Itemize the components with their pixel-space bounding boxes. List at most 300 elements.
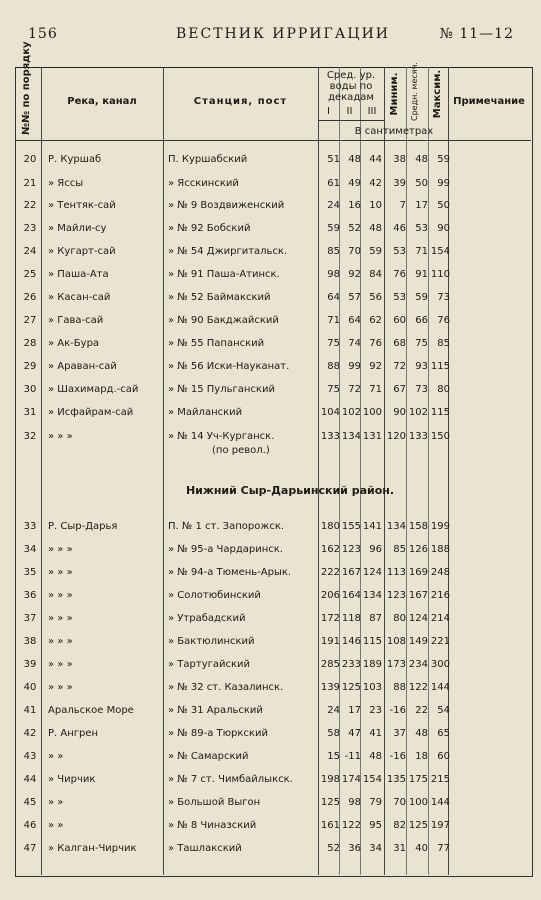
value-d2: -11 bbox=[344, 751, 361, 762]
header-rule bbox=[15, 140, 531, 141]
value-max: 77 bbox=[437, 843, 450, 854]
value-min: 173 bbox=[386, 659, 406, 670]
row-number: 43 bbox=[23, 751, 37, 762]
river-name: » Исфайрам-сай bbox=[48, 407, 134, 418]
value-d1: 172 bbox=[320, 613, 340, 624]
row-number: 39 bbox=[23, 659, 37, 670]
value-d1: 162 bbox=[320, 544, 340, 555]
table-row bbox=[0, 563, 541, 583]
value-d2: 17 bbox=[348, 705, 361, 716]
value-d1: 71 bbox=[327, 315, 340, 326]
value-d3: 95 bbox=[369, 820, 382, 831]
value-d1: 64 bbox=[327, 292, 340, 303]
value-d2: 16 bbox=[348, 200, 361, 211]
value-d3: 115 bbox=[362, 636, 382, 647]
value-avg: 22 bbox=[415, 705, 428, 716]
row-number: 22 bbox=[23, 200, 37, 211]
table-row bbox=[0, 334, 541, 354]
value-max: 248 bbox=[430, 567, 450, 578]
station-name: » Ясскинский bbox=[168, 178, 239, 189]
value-d2: 36 bbox=[348, 843, 361, 854]
table-row bbox=[0, 517, 541, 537]
value-d3: 84 bbox=[369, 269, 382, 280]
value-d1: 59 bbox=[327, 223, 340, 234]
issue-number: № 11—12 bbox=[439, 26, 514, 42]
value-avg: 158 bbox=[408, 521, 428, 532]
value-d1: 285 bbox=[320, 659, 340, 670]
value-min: 46 bbox=[393, 223, 406, 234]
value-max: 154 bbox=[430, 246, 450, 257]
value-max: 150 bbox=[430, 431, 450, 442]
value-min: 38 bbox=[393, 154, 406, 165]
value-d2: 98 bbox=[348, 797, 361, 808]
row-number: 46 bbox=[23, 820, 37, 831]
value-d3: 134 bbox=[362, 590, 382, 601]
value-max: 214 bbox=[430, 613, 450, 624]
value-avg: 100 bbox=[408, 797, 428, 808]
col-header-decades: Сред. ур. воды по декадам bbox=[326, 70, 376, 103]
station-name: » № 89-а Тюркский bbox=[168, 728, 268, 739]
river-name: » » bbox=[48, 797, 64, 808]
value-max: 110 bbox=[430, 269, 450, 280]
value-avg: 234 bbox=[408, 659, 428, 670]
value-d2: 164 bbox=[341, 590, 361, 601]
value-min: 123 bbox=[386, 590, 406, 601]
value-max: 215 bbox=[430, 774, 450, 785]
river-name: » Калган-Чирчик bbox=[48, 843, 137, 854]
row-number: 24 bbox=[23, 246, 37, 257]
value-d1: 180 bbox=[320, 521, 340, 532]
value-min: 31 bbox=[393, 843, 406, 854]
value-avg: 48 bbox=[415, 154, 428, 165]
value-avg: 169 bbox=[408, 567, 428, 578]
value-max: 144 bbox=[430, 682, 450, 693]
col-header-river: Река, канал bbox=[67, 96, 137, 107]
value-avg: 133 bbox=[408, 431, 428, 442]
value-d2: 155 bbox=[341, 521, 361, 532]
value-min: 108 bbox=[386, 636, 406, 647]
table-row bbox=[0, 655, 541, 675]
river-name: » Чирчик bbox=[48, 774, 96, 785]
value-max: 221 bbox=[430, 636, 450, 647]
table-row bbox=[0, 586, 541, 606]
value-d2: 49 bbox=[348, 178, 361, 189]
table-row bbox=[0, 747, 541, 767]
value-max: 144 bbox=[430, 797, 450, 808]
value-max: 115 bbox=[430, 361, 450, 372]
value-d3: 23 bbox=[369, 705, 382, 716]
station-name: » № 55 Папанский bbox=[168, 338, 265, 349]
value-max: 216 bbox=[430, 590, 450, 601]
col-header-avg: Средн. месяч. bbox=[410, 62, 419, 121]
river-name: » Тентяк-сай bbox=[48, 200, 116, 211]
value-d3: 48 bbox=[369, 223, 382, 234]
value-d1: 206 bbox=[320, 590, 340, 601]
row-number: 26 bbox=[23, 292, 37, 303]
table-row bbox=[0, 632, 541, 652]
row-number: 45 bbox=[23, 797, 37, 808]
value-d3: 48 bbox=[369, 751, 382, 762]
value-max: 300 bbox=[430, 659, 450, 670]
table-row bbox=[0, 540, 541, 560]
row-number: 30 bbox=[23, 384, 37, 395]
value-max: 65 bbox=[437, 728, 450, 739]
value-d2: 122 bbox=[341, 820, 361, 831]
value-d3: 100 bbox=[362, 407, 382, 418]
value-d1: 133 bbox=[320, 431, 340, 442]
value-max: 188 bbox=[430, 544, 450, 555]
river-name: » Касан-сай bbox=[48, 292, 111, 303]
value-d3: 42 bbox=[369, 178, 382, 189]
station-name: » № 94-а Тюмень-Арык. bbox=[168, 567, 292, 578]
value-d3: 96 bbox=[369, 544, 382, 555]
value-avg: 50 bbox=[415, 178, 428, 189]
station-name: П. Куршабский bbox=[168, 154, 248, 165]
value-min: 120 bbox=[386, 431, 406, 442]
row-number: 33 bbox=[23, 521, 37, 532]
value-max: 80 bbox=[437, 384, 450, 395]
value-min: 68 bbox=[393, 338, 406, 349]
value-d3: 103 bbox=[362, 682, 382, 693]
station-name: » № 31 Аральский bbox=[168, 705, 263, 716]
value-min: 53 bbox=[393, 246, 406, 257]
value-d3: 124 bbox=[362, 567, 382, 578]
river-name: » Араван-сай bbox=[48, 361, 117, 372]
value-d1: 51 bbox=[327, 154, 340, 165]
river-name: » » » bbox=[48, 659, 73, 670]
river-name: Аральское Море bbox=[48, 705, 134, 716]
table-row bbox=[0, 150, 541, 170]
value-d3: 92 bbox=[369, 361, 382, 372]
value-d2: 47 bbox=[348, 728, 361, 739]
value-d1: 58 bbox=[327, 728, 340, 739]
value-max: 115 bbox=[430, 407, 450, 418]
table-row bbox=[0, 196, 541, 216]
col-header-unit: В сантиметрах bbox=[354, 126, 434, 137]
value-avg: 126 bbox=[408, 544, 428, 555]
value-avg: 93 bbox=[415, 361, 428, 372]
value-avg: 73 bbox=[415, 384, 428, 395]
value-min: 37 bbox=[393, 728, 406, 739]
table-row bbox=[0, 839, 541, 859]
value-min: 7 bbox=[399, 200, 406, 211]
value-d3: 79 bbox=[369, 797, 382, 808]
value-avg: 125 bbox=[408, 820, 428, 831]
value-d3: 154 bbox=[362, 774, 382, 785]
value-d2: 74 bbox=[348, 338, 361, 349]
value-d2: 146 bbox=[341, 636, 361, 647]
station-name: » № 91 Паша-Атинск. bbox=[168, 269, 280, 280]
table-row bbox=[0, 265, 541, 285]
value-d3: 189 bbox=[362, 659, 382, 670]
river-name: » » bbox=[48, 751, 64, 762]
row-number: 27 bbox=[23, 315, 37, 326]
value-d2: 92 bbox=[348, 269, 361, 280]
value-avg: 71 bbox=[415, 246, 428, 257]
value-d3: 41 bbox=[369, 728, 382, 739]
value-d1: 104 bbox=[320, 407, 340, 418]
river-name: » Яссы bbox=[48, 178, 84, 189]
station-name: П. № 1 ст. Запорожск. bbox=[168, 521, 285, 532]
row-number: 36 bbox=[23, 590, 37, 601]
value-min: 53 bbox=[393, 292, 406, 303]
value-avg: 122 bbox=[408, 682, 428, 693]
value-d1: 222 bbox=[320, 567, 340, 578]
table-row bbox=[0, 357, 541, 377]
value-avg: 17 bbox=[415, 200, 428, 211]
value-d3: 71 bbox=[369, 384, 382, 395]
station-name: » № 7 ст. Чимбайлыкск. bbox=[168, 774, 293, 785]
value-d2: 167 bbox=[341, 567, 361, 578]
row-number: 28 bbox=[23, 338, 37, 349]
river-name: » » » bbox=[48, 613, 73, 624]
value-min: 60 bbox=[393, 315, 406, 326]
table-row bbox=[0, 701, 541, 721]
table-row bbox=[0, 242, 541, 262]
col-header-dec-i: I bbox=[327, 106, 330, 117]
col-header-dec-ii: II bbox=[346, 106, 353, 117]
value-d3: 44 bbox=[369, 154, 382, 165]
river-name: » » » bbox=[48, 544, 73, 555]
station-name: » Ташлакский bbox=[168, 843, 242, 854]
value-d1: 198 bbox=[320, 774, 340, 785]
station-name: » Утрабадский bbox=[168, 613, 246, 624]
row-number: 29 bbox=[23, 361, 37, 372]
table-row bbox=[0, 770, 541, 790]
value-d1: 61 bbox=[327, 178, 340, 189]
river-name: Р. Куршаб bbox=[48, 154, 102, 165]
row-number: 20 bbox=[23, 154, 37, 165]
value-d1: 139 bbox=[320, 682, 340, 693]
station-name: » № 52 Баймакский bbox=[168, 292, 271, 303]
value-min: 39 bbox=[393, 178, 406, 189]
value-d1: 24 bbox=[327, 705, 340, 716]
river-name: » Паша-Ата bbox=[48, 269, 109, 280]
col-header-max: Максим. bbox=[432, 69, 443, 119]
value-d2: 99 bbox=[348, 361, 361, 372]
station-name: » № 15 Пульганский bbox=[168, 384, 275, 395]
value-d2: 48 bbox=[348, 154, 361, 165]
value-d2: 174 bbox=[341, 774, 361, 785]
value-d1: 15 bbox=[327, 751, 340, 762]
table-row bbox=[0, 816, 541, 836]
value-max: 54 bbox=[437, 705, 450, 716]
station-name: » № 32 ст. Казалинск. bbox=[168, 682, 284, 693]
col-header-note: Примечание bbox=[453, 96, 525, 107]
value-avg: 124 bbox=[408, 613, 428, 624]
value-d3: 76 bbox=[369, 338, 382, 349]
section-title: Нижний Сыр-Дарьинский район. bbox=[185, 484, 395, 497]
table-row bbox=[0, 174, 541, 194]
river-name: » » » bbox=[48, 431, 73, 442]
row-number: 44 bbox=[23, 774, 37, 785]
value-min: 135 bbox=[386, 774, 406, 785]
row-number: 40 bbox=[23, 682, 37, 693]
river-name: Р. Ангрен bbox=[48, 728, 99, 739]
table-row bbox=[0, 427, 541, 456]
page-number: 156 bbox=[28, 26, 58, 42]
value-d3: 87 bbox=[369, 613, 382, 624]
value-d1: 75 bbox=[327, 384, 340, 395]
station-name: » № Самарский bbox=[168, 751, 249, 762]
value-d3: 141 bbox=[362, 521, 382, 532]
value-d2: 233 bbox=[341, 659, 361, 670]
value-max: 59 bbox=[437, 154, 450, 165]
table-row bbox=[0, 609, 541, 629]
row-number: 32 bbox=[23, 431, 37, 442]
value-d2: 134 bbox=[341, 431, 361, 442]
station-name: » № 14 Уч-Курганск. bbox=[168, 431, 275, 442]
value-d2: 102 bbox=[341, 407, 361, 418]
row-number: 37 bbox=[23, 613, 37, 624]
station-name: » № 8 Чиназский bbox=[168, 820, 257, 831]
value-max: 197 bbox=[430, 820, 450, 831]
station-name: » Майланский bbox=[168, 407, 243, 418]
value-min: 70 bbox=[393, 797, 406, 808]
row-number: 25 bbox=[23, 269, 37, 280]
value-d3: 34 bbox=[369, 843, 382, 854]
table-row bbox=[0, 678, 541, 698]
value-min: 134 bbox=[386, 521, 406, 532]
station-name: » Солотюбинский bbox=[168, 590, 261, 601]
value-d1: 85 bbox=[327, 246, 340, 257]
value-d2: 57 bbox=[348, 292, 361, 303]
value-d3: 59 bbox=[369, 246, 382, 257]
value-min: 82 bbox=[393, 820, 406, 831]
value-avg: 149 bbox=[408, 636, 428, 647]
value-d2: 118 bbox=[341, 613, 361, 624]
river-name: » » bbox=[48, 820, 64, 831]
value-d1: 24 bbox=[327, 200, 340, 211]
value-max: 85 bbox=[437, 338, 450, 349]
table-row bbox=[0, 219, 541, 239]
table-row bbox=[0, 793, 541, 813]
value-max: 99 bbox=[437, 178, 450, 189]
river-name: » » » bbox=[48, 567, 73, 578]
river-name: » Шахимард.-сай bbox=[48, 384, 139, 395]
value-d3: 131 bbox=[362, 431, 382, 442]
value-min: 80 bbox=[393, 613, 406, 624]
station-name: » № 95-а Чардаринск. bbox=[168, 544, 283, 555]
value-avg: 18 bbox=[415, 751, 428, 762]
value-avg: 48 bbox=[415, 728, 428, 739]
value-min: 76 bbox=[393, 269, 406, 280]
value-min: -16 bbox=[389, 751, 406, 762]
value-d2: 123 bbox=[341, 544, 361, 555]
row-number: 34 bbox=[23, 544, 37, 555]
row-number: 42 bbox=[23, 728, 37, 739]
value-d3: 10 bbox=[369, 200, 382, 211]
river-name: » » » bbox=[48, 682, 73, 693]
value-max: 60 bbox=[437, 751, 450, 762]
value-d3: 62 bbox=[369, 315, 382, 326]
value-d2: 125 bbox=[341, 682, 361, 693]
value-avg: 66 bbox=[415, 315, 428, 326]
value-avg: 102 bbox=[408, 407, 428, 418]
river-name: Р. Сыр-Дарья bbox=[48, 521, 118, 532]
value-max: 199 bbox=[430, 521, 450, 532]
value-min: 113 bbox=[386, 567, 406, 578]
row-number: 21 bbox=[23, 178, 37, 189]
value-avg: 75 bbox=[415, 338, 428, 349]
station-name: » № 54 Джиргитальск. bbox=[168, 246, 288, 257]
value-d1: 191 bbox=[320, 636, 340, 647]
river-name: » Майли-су bbox=[48, 223, 107, 234]
value-min: 85 bbox=[393, 544, 406, 555]
row-number: 35 bbox=[23, 567, 37, 578]
river-name: » » » bbox=[48, 636, 73, 647]
value-min: 72 bbox=[393, 361, 406, 372]
row-number: 41 bbox=[23, 705, 37, 716]
col-header-num: №№ по порядку bbox=[21, 41, 32, 135]
value-max: 50 bbox=[437, 200, 450, 211]
row-number: 31 bbox=[23, 407, 37, 418]
value-avg: 59 bbox=[415, 292, 428, 303]
station-name: » № 92 Бобский bbox=[168, 223, 251, 234]
table-row bbox=[0, 311, 541, 331]
value-max: 76 bbox=[437, 315, 450, 326]
river-name: » Кугарт-сай bbox=[48, 246, 116, 257]
value-d1: 98 bbox=[327, 269, 340, 280]
station-name: » № 9 Воздвиженский bbox=[168, 200, 285, 211]
station-name: » Большой Выгон bbox=[168, 797, 261, 808]
row-number: 47 bbox=[23, 843, 37, 854]
value-d1: 161 bbox=[320, 820, 340, 831]
value-d2: 52 bbox=[348, 223, 361, 234]
value-max: 90 bbox=[437, 223, 450, 234]
col-header-min: Миним. bbox=[389, 72, 400, 116]
value-d2: 72 bbox=[348, 384, 361, 395]
value-max: 73 bbox=[437, 292, 450, 303]
value-min: 88 bbox=[393, 682, 406, 693]
station-name: » Тартугайский bbox=[168, 659, 251, 670]
value-min: 90 bbox=[393, 407, 406, 418]
running-head bbox=[28, 26, 514, 46]
value-avg: 167 bbox=[408, 590, 428, 601]
river-name: » » » bbox=[48, 590, 73, 601]
value-avg: 40 bbox=[415, 843, 428, 854]
value-avg: 53 bbox=[415, 223, 428, 234]
col-header-station: Станция, пост bbox=[193, 96, 288, 107]
table-row bbox=[0, 380, 541, 400]
table-row bbox=[0, 724, 541, 744]
station-name: » № 90 Бакджайский bbox=[168, 315, 279, 326]
value-min: -16 bbox=[389, 705, 406, 716]
row-number: 38 bbox=[23, 636, 37, 647]
value-avg: 91 bbox=[415, 269, 428, 280]
col-header-dec-iii: III bbox=[367, 106, 377, 117]
value-d1: 52 bbox=[327, 843, 340, 854]
value-d2: 70 bbox=[348, 246, 361, 257]
value-d1: 75 bbox=[327, 338, 340, 349]
value-d1: 125 bbox=[320, 797, 340, 808]
table-row bbox=[0, 288, 541, 308]
station-name: » № 56 Иски-Науканат. bbox=[168, 361, 290, 372]
value-d3: 56 bbox=[369, 292, 382, 303]
station-name: » Бактюлинский bbox=[168, 636, 255, 647]
value-d1: 88 bbox=[327, 361, 340, 372]
river-name: » Ак-Бура bbox=[48, 338, 100, 349]
station-note: (по револ.) bbox=[212, 445, 270, 456]
value-avg: 175 bbox=[408, 774, 428, 785]
value-min: 67 bbox=[393, 384, 406, 395]
header-rule bbox=[318, 120, 384, 121]
value-d2: 64 bbox=[348, 315, 361, 326]
journal-title: ВЕСТНИК ИРРИГАЦИИ bbox=[176, 26, 391, 42]
river-name: » Гава-сай bbox=[48, 315, 104, 326]
table-row bbox=[0, 403, 541, 423]
row-number: 23 bbox=[23, 223, 37, 234]
